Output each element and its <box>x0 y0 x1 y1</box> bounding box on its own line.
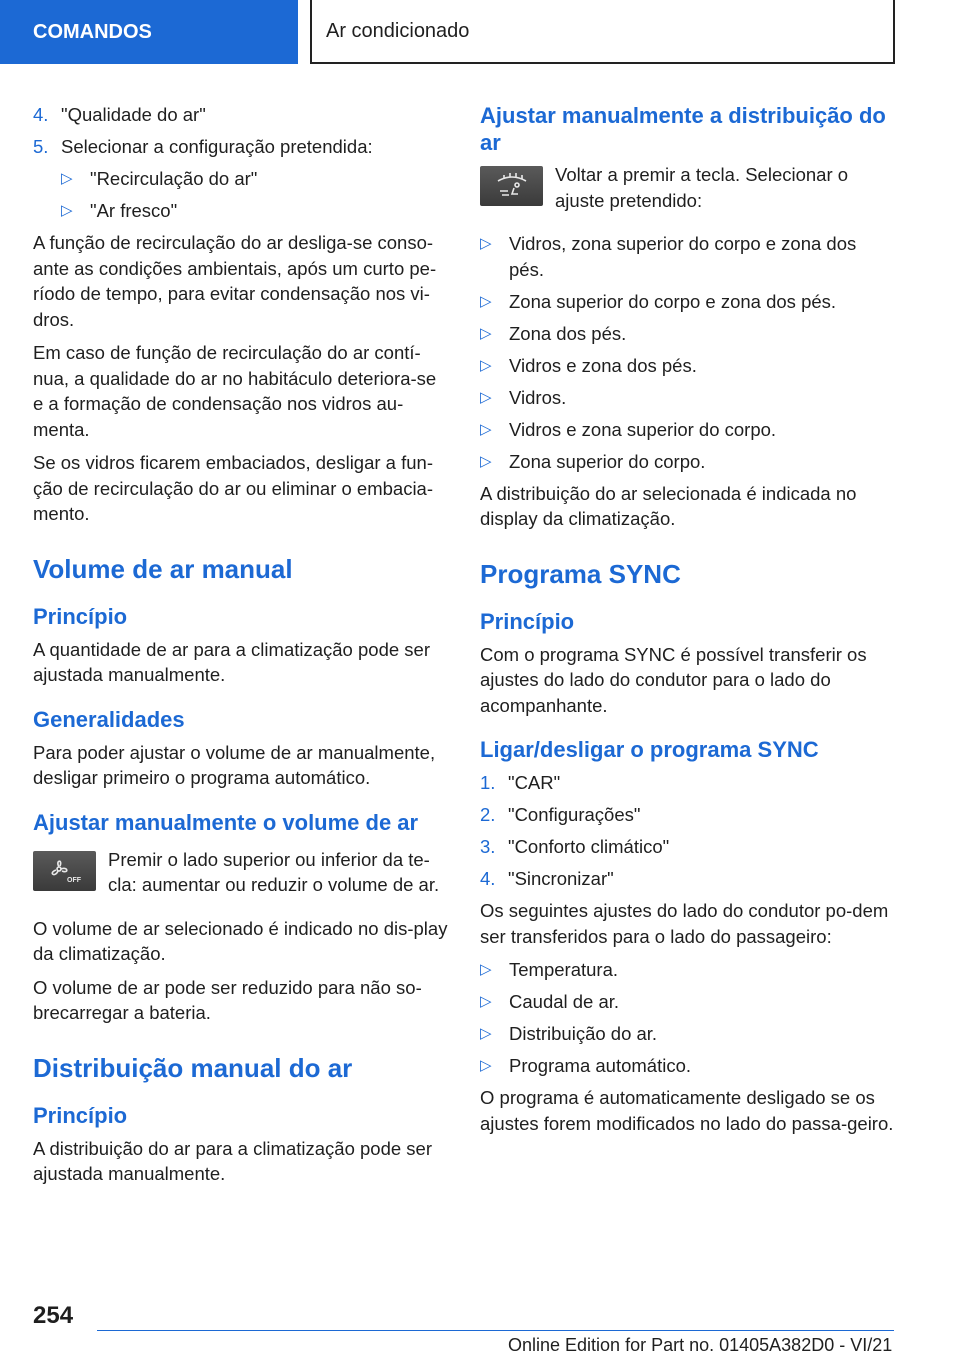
triangle-bullet-icon: ▷ <box>480 961 492 978</box>
instruction-text: Premir o lado superior ou inferior da te-cla: aumentar ou reduzir o volume de ar. <box>108 848 440 895</box>
fan-off-button-icon <box>33 851 96 891</box>
section-tab <box>0 0 298 64</box>
chapter-title: Ar condicionado <box>326 19 470 42</box>
section-heading: Distribuição manual do ar <box>33 1052 353 1083</box>
instruction-text: Voltar a premir a tecla. Selecionar o ajuste pretendido: <box>555 164 849 211</box>
triangle-bullet-icon: ▷ <box>480 1025 492 1042</box>
list-number: 1. <box>480 772 496 793</box>
list-number: 2. <box>480 804 496 825</box>
list-item <box>480 866 896 892</box>
section-label: COMANDOS <box>33 20 152 43</box>
paragraph: O volume de ar selecionado é indicado no dis-play da climatização. <box>33 917 448 964</box>
list-item <box>480 417 896 443</box>
paragraph: A distribuição do ar selecionada é indicada no display da climatização. <box>480 482 857 529</box>
list-number: 3. <box>480 836 496 857</box>
list-text: "Configurações" <box>508 804 641 825</box>
list-text: Vidros e zona superior do corpo. <box>509 418 777 440</box>
list-item <box>480 1053 896 1079</box>
list-number: 4. <box>480 868 496 889</box>
list-text: "CAR" <box>508 772 561 793</box>
list-text: "Sincronizar" <box>508 868 614 889</box>
list-text: Selecionar a configuração pretendida: <box>61 136 373 157</box>
edition-note: Online Edition for Part no. 01405A382D0 - VI/21 <box>508 1335 893 1355</box>
triangle-bullet-icon: ▷ <box>480 235 492 252</box>
list-text: "Recirculação do ar" <box>90 168 258 189</box>
list-text: "Conforto climático" <box>508 836 670 857</box>
sub-list-item <box>33 198 449 224</box>
triangle-bullet-icon: ▷ <box>480 292 492 310</box>
paragraph: O volume de ar pode ser reduzido para não so-brecarregar a bateria. <box>33 976 422 1023</box>
list-item <box>480 289 896 315</box>
triangle-bullet-icon: ▷ <box>61 170 73 187</box>
chapter-title-box <box>310 0 895 64</box>
triangle-bullet-icon: ▷ <box>480 993 492 1010</box>
paragraph: A função de recirculação do ar desliga-se conso-ante as condições ambientais, após um curto pe-ríodo de tempo, para evitar condensação nos vi-dros. <box>33 232 437 330</box>
list-text: Zona superior do corpo e zona dos pés. <box>509 290 837 312</box>
list-number: 4. <box>33 104 49 125</box>
air-distribution-button-icon <box>480 166 543 206</box>
list-text: "Ar fresco" <box>90 200 178 221</box>
list-item <box>33 134 449 160</box>
list-item <box>480 1021 896 1047</box>
paragraph: Em caso de função de recirculação do ar contí-nua, a qualidade do ar no habitáculo deteriora-se e a formação de condensação nos vidros au-menta. <box>33 342 437 440</box>
subsection-heading: Generalidades <box>33 706 185 732</box>
triangle-bullet-icon: ▷ <box>480 1057 492 1074</box>
paragraph: A distribuição do ar para a climatização pode ser ajustada manualmente. <box>33 1137 432 1184</box>
subsection-heading: Princípio <box>33 1102 128 1128</box>
paragraph: Com o programa SYNC é possível transferir os ajustes do lado do condutor para o lado do acompanhante. <box>480 643 867 716</box>
subsection-heading: Princípio <box>480 608 575 634</box>
list-item <box>480 353 896 379</box>
list-text: Vidros. <box>509 386 567 408</box>
section-heading: Programa SYNC <box>480 558 681 589</box>
list-item <box>480 449 896 475</box>
triangle-bullet-icon: ▷ <box>480 324 492 342</box>
triangle-bullet-icon: ▷ <box>480 356 492 374</box>
triangle-bullet-icon: ▷ <box>480 420 492 438</box>
subsection-heading: Ajustar manualmente o volume de ar <box>33 809 419 835</box>
subsection-heading: Princípio <box>33 603 128 629</box>
icon-caption: OFF <box>66 876 81 884</box>
list-item <box>480 231 896 282</box>
list-item <box>480 957 896 983</box>
list-text: Vidros, zona superior do corpo e zona dos pés. <box>509 233 857 280</box>
section-heading: Volume de ar manual <box>33 553 293 584</box>
triangle-bullet-icon: ▷ <box>480 388 492 406</box>
paragraph: A quantidade de ar para a climatização pode ser ajustada manualmente. <box>33 638 430 685</box>
list-item <box>480 385 896 411</box>
subsection-heading: Ajustar manualmente a distribuição do ar <box>480 103 886 155</box>
list-text: Programa automático. <box>509 1055 692 1076</box>
triangle-bullet-icon: ▷ <box>61 202 73 219</box>
list-item <box>480 834 896 860</box>
list-text: Temperatura. <box>509 959 618 980</box>
list-text: Zona dos pés. <box>509 322 627 344</box>
left-column <box>33 102 449 1195</box>
list-item <box>480 802 896 828</box>
sub-list-item <box>33 166 449 192</box>
icon-instruction <box>480 162 896 213</box>
list-item <box>480 321 896 347</box>
list-item <box>480 989 896 1015</box>
list-text: Distribuição do ar. <box>509 1023 658 1044</box>
paragraph: Para poder ajustar o volume de ar manualmente, desligar primeiro o programa automático. <box>33 741 436 788</box>
list-text: Vidros e zona dos pés. <box>509 354 697 376</box>
right-column <box>480 102 896 1144</box>
subsection-heading: Ligar/desligar o programa SYNC <box>480 737 819 762</box>
paragraph: Se os vidros ficarem embaciados, desligar a fun-ção de recirculação do ar ou eliminar o embacia-mento. <box>33 452 434 524</box>
paragraph: Os seguintes ajustes do lado do condutor po-dem ser transferidos para o lado do passageiro: <box>480 900 889 947</box>
page-number: 254 <box>33 1302 74 1329</box>
list-text: Caudal de ar. <box>509 991 620 1012</box>
triangle-bullet-icon: ▷ <box>480 452 492 470</box>
list-item <box>33 102 449 128</box>
list-number: 5. <box>33 136 49 157</box>
list-item <box>480 770 896 796</box>
icon-instruction <box>33 847 449 898</box>
footer-divider <box>97 1330 894 1331</box>
paragraph: O programa é automaticamente desligado se os ajustes forem modificados no lado do passa-geiro. <box>480 1087 894 1134</box>
list-text: Zona superior do corpo. <box>509 450 706 472</box>
list-text: "Qualidade do ar" <box>61 104 206 125</box>
